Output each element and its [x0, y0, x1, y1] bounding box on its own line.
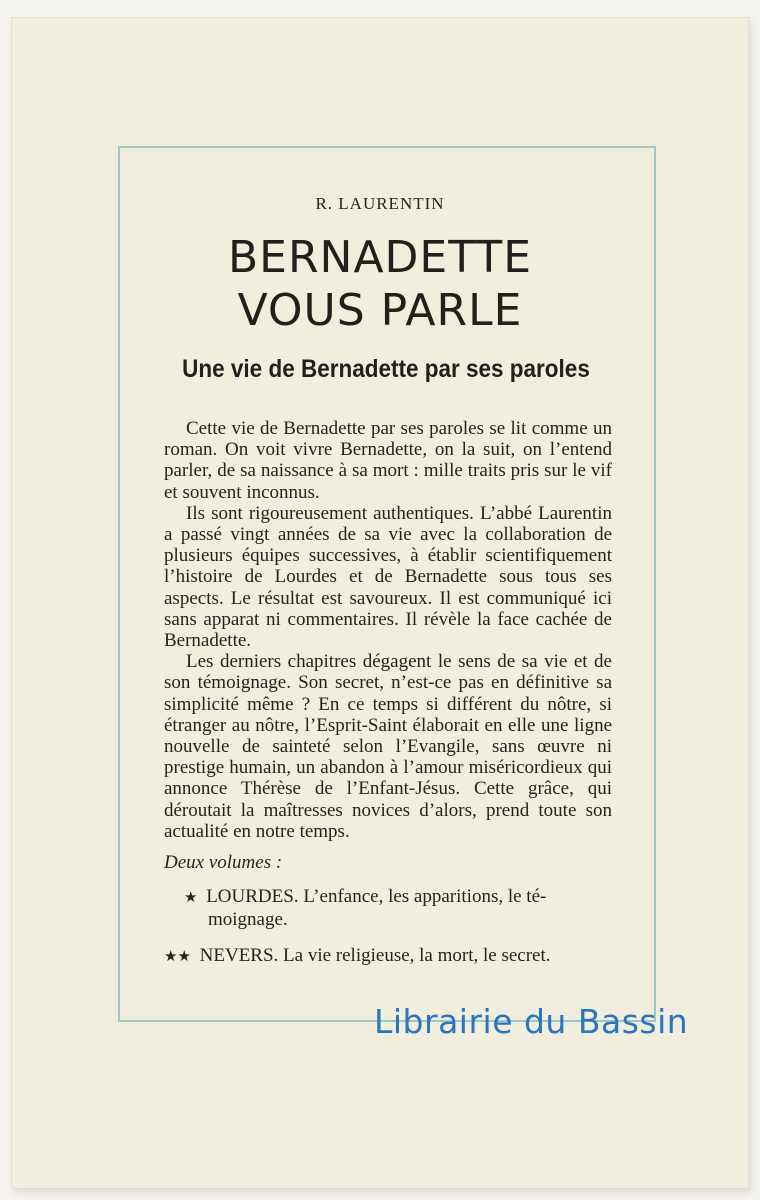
watermark-text: Librairie du Bassin — [374, 1002, 689, 1041]
volumes-heading: Deux volumes : — [164, 852, 283, 873]
volume-2-text: NEVERS. La vie religieuse, la mort, le secret. — [199, 945, 551, 966]
volume-1-line-2: moignage. — [208, 909, 288, 930]
blurb-paragraph: Les derniers chapitres dégagent le sens de sa vie et de son témoignage. Son secret, n’est-ce pas en définitive sa simplicité même ? En ce temps si différent du nôtre, si étranger au nôtre, l’Esprit-Saint élaborait en elle une ligne nouvelle de sainteté selon l’Evangile, sans œuvre ni prestige humain, un abandon à l’amour miséricordieux qui annonce Thérèse de l’Enfant-Jésus. Cette grâce, qui déroutait la maîtresses novices d’alors, prend toute son actualité en notre temps. — [164, 651, 612, 842]
volume-1 — [184, 886, 614, 931]
volume-1-line-1: LOURDES. L’enfance, les apparitions, le té- — [206, 886, 547, 907]
blurb-paragraph: Ils sont rigoureusement authentiques. L’abbé Laurentin a passé vingt années de sa vie avec la collaboration de plusieurs équipes successives, à établir scientifiquement l’histoire de Lourdes et de Bernadette sous tous ses aspects. Le résultat est savoureux. Il est communiqué ici sans apparat ni commentaires. Il révèle la face cachée de Bernadette. — [164, 502, 612, 652]
blurb-paragraph: Cette vie de Bernadette par ses paroles se lit comme un roman. On voit vivre Bernadette, on la suit, on l’entend parler, de sa naissance à sa mort : mille traits pris sur le vif et souvent inconnus. — [164, 418, 612, 503]
volume-2 — [164, 945, 614, 968]
blurb-text — [164, 418, 612, 842]
title-line-2: VOUS PARLE — [237, 285, 523, 336]
subtitle: Une vie de Bernadette par ses paroles — [182, 355, 590, 383]
star-icon: ★ — [184, 890, 198, 906]
author-name: R. LAURENTIN — [315, 194, 445, 213]
double-star-icon: ★★ — [164, 949, 191, 965]
title-line-1: BERNADETTE — [227, 232, 533, 283]
